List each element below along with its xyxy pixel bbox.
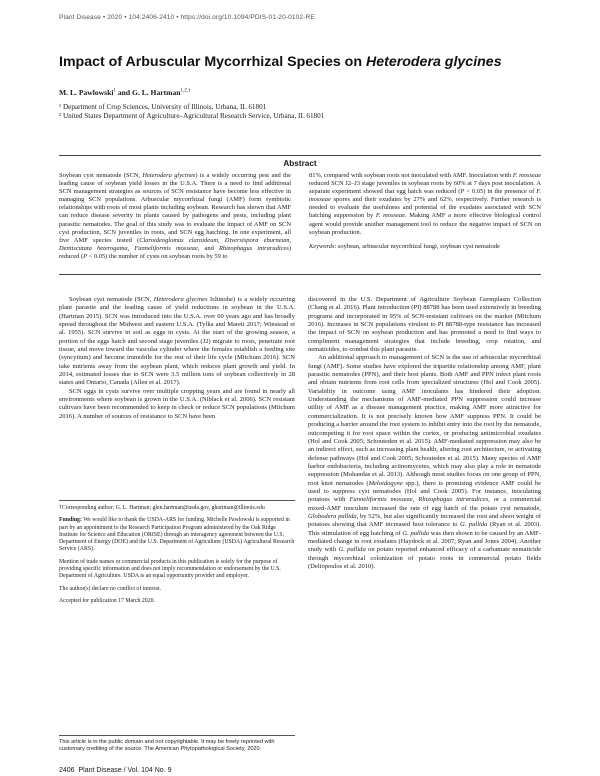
footnote-rule	[59, 500, 295, 501]
footnotes	[59, 505, 295, 610]
author-name: M. L. Pawlowski	[59, 88, 114, 97]
funding-note: Funding: We would like to thank the USDA-ARS for funding. Michelle Pawlowski is supported in part by an appointment to the Research Participation Program administered by the Oak Ridge Institute for Science and Education (ORISE) through an interagency agreement between the U.S. Department of Energy (DOE) and the U.S. Department of Agriculture (USDA) Agricultural Research Service (ARS).	[59, 517, 295, 553]
affiliation: ¹ Department of Crop Sciences, University of Illinois, Urbana, IL 61801	[59, 103, 267, 111]
abstract-text: 81%, compared with soybean roots not inoculated with AMF. Inoculation with F. mosseae reduced SCN J2–J3 stage juveniles in soybean roots by 60% at 7 days post inoculation. A separate experiment showed that egg hatch was reduced (P < 0.05) in the presence of F. mosseae spores and their exudates by 27% and 62%, respectively. Further research is needed to evaluate the usefulness and potential of the exudates associated with SCN hatching suppression by F. mosseae. Making AMF a more effective biological control agent would provide another management tool to reduce the negative impact of SCN on soybean production.	[309, 172, 542, 236]
abstract-section	[59, 155, 541, 275]
author-affiliation-mark: 1	[113, 88, 116, 94]
body-column-left	[59, 296, 295, 421]
body-paragraph: SCN eggs in cysts survive over multiple cropping years and are found in nearly all environments where soybean is grown in the U.S.A. (Niblack et al. 2006). SCN resistant cultivars have been recommended to keep in check or reduce SCN populations (Mitchum 2016). A number of sources of resistance to SCN have been	[59, 387, 295, 420]
keywords	[309, 243, 541, 251]
title-text: Impact of Arbuscular Mycorrhizal Species on	[59, 54, 366, 70]
journal-issue: Plant Disease / Vol. 104 No. 9	[78, 767, 172, 774]
author-name: G. L. Hartman	[131, 88, 181, 97]
author-affiliation-mark: 1,2,†	[180, 88, 191, 94]
title-species: Heterodera glycines	[365, 54, 502, 70]
body-paragraph: An additional approach to management of SCN is the use of arbuscular mycorrhizal fungi (AMF). Some studies have explored the tripartite relationship among AMF, plant parasitic nematodes (PPN), and their host plants. Both AMF and PPN infect plant roots and obtain nutrients from root cells from specialized structures (Hol and Cook 2005). Variability in outcome using AMF inoculants has hindered their adoption. Understanding the mechanisms of AMF-mediated PPN suppression could increase utility of AMF as a disease management practice, making AMF more attractive for commercialization. It is not precisely known how AMF suppress PPN. It could be producing a barrier around the root system to inhibit entry into the root by the nematode, outcompeting it for root space within the cortex, or producing antimicrobial exudates (Hol and Cook 2005; Schouteden et al. 2015). AMF-mediated suppression may also be an indirect effect, such as increasing plant health, altering root architecture, or activating defense pathways (Hol and Cook 2005; Schouteden et al. 2015). Many species of AMF harbor endobacteria, including actinomycetes, which may also play a role in nematode suppression (Mohandas et al. 2013). Although most studies focus on one group of PPN, root knot nematodes (Meloidogyne spp.), there is promising evidence AMF could be used to suppress cyst nematodes (Hol and Cook 2005). For instance, inoculating potatoes with Funneliformis mosseae, Rhizophagus intraradices, or a commercial mixed-AMF inoculum increased the rate of egg hatch of the potato cyst nematode, Globodera pallida, by 52%, but also significantly increased the root and shoot weight of potatoes showing that AMF increased host tolerance to G. pallida (Ryan et al. 2003). This stimulation of egg hatching of G. pallida was then shown to be caused by an AMF-mediated change in root exudates (Haydock et al. 2007; Ryan and Jones 2004). Another study with G. pallida on potato reported enhanced efficacy of a carbamate nematicide through mycorrhizal colonization of potato roots in commercial potato fields (Deliopoulos et al. 2010).	[308, 354, 541, 570]
license-rule	[59, 735, 295, 736]
keywords-label: Keywords	[309, 242, 335, 250]
accepted-date: Accepted for publication 17 March 2020.	[59, 597, 155, 604]
disclaimer-note: Mention of trade names or commercial products in this publication is solely for the purpose of providing specific information and does not imply recommendation or endorsement by the U.S. Department of Agriculture. USDA is an equal opportunity provider and employer.	[59, 558, 281, 580]
body-column-right	[308, 296, 541, 571]
abstract-column-left	[59, 172, 291, 261]
corresponding-author: †Corresponding author: G. L. Hartman; glen.hartman@usda.gov, ghartman@illinois.edu	[59, 505, 265, 511]
body-paragraph: discovered in the U.S. Department of Agriculture Soybean Germplasm Collection (Chang et al. 2016). Plant introduction (PI) 88788 has been used extensively in breeding programs and incorporated in 95% of SCN-resistant cultivars on the market (Mitchum 2016). Increases in SCN populations virulent to PI 88788-type resistance has increased the impact of SCN on soybean production and has promoted a need to find ways to compliment management strategies that include breeding, crop rotation, and nematicides, to combat this plant parasite.	[308, 296, 541, 354]
affiliation: ² United States Department of Agriculture–Agricultural Research Service, Urbana, IL 61801	[59, 112, 325, 120]
abstract-heading: Abstract	[283, 159, 317, 168]
abstract-text: Soybean cyst nematode (SCN, Heterodera glycines) is a widely occurring pest and the leading cause of soybean yield losses in the U.S.A. There is a need to find additional SCN management strategies as sources of SCN resistance have become less effective in managing SCN populations. Arbuscular mycorrhizal fungi (AMF) form symbiotic relationships with roots of most plants including soybean. Research has shown that AMF can reduce disease severity in plants caused by pathogens and pests, including plant parasitic nematodes. The goal of this study was to evaluate the impact of AMF on SCN cyst production, SCN juveniles in roots, and SCN egg hatching. In one experiment, all five AMF species tested (Claroideoglomus claroideum, Diversispora eburneum, Dentiscutata heterogama, Funneliformis mosseae, and Rhizophagus intraradices) reduced (P < 0.05) the number of cysts on soybean roots by 59 to	[59, 172, 292, 260]
license-note: This article is in the public domain and not copyrightable. It may be freely reprinted with customary crediting of the source. The American Phytopathological Society, 2020.	[59, 739, 275, 753]
body-paragraph: Soybean cyst nematode (SCN, Heterodera glycines Ichinohe) is a widely occurring plant parasite and the leading cause of yield reductions in soybean in the U.S.A. (Hartman 2015). SCN was introduced into the U.S.A. over 60 years ago and has broadly spread throughout the Midwest and eastern U.S.A. (Tylka and Marett 2017; Winstead et al. 1955). SCN survive in soil as eggs in cysts. At the start of the growing season, a portion of the eggs hatch and second stage juveniles (J2) migrate to roots, penetrate root tissue, and move toward the vascular cylinder where the females establish a feeding site (syncytium) and become immobile for the rest of their life cycle (Mitchum 2016). SCN take nutrients away from the soybean plant, which reduces plant growth and yield. In 2014, estimated losses due to SCN were 3.5 million tons of soybean collectively in 28 states and Ontario, Canada (Allen et al. 2017).	[59, 296, 295, 387]
running-header: Plant Disease • 2020 • 104:2406-2410 • https://doi.org/10.1094/PDIS-01-20-0102-RE	[59, 14, 315, 21]
abstract-column-right	[309, 172, 541, 251]
article-title	[59, 54, 502, 70]
author-list	[59, 88, 191, 97]
page-folio	[59, 767, 171, 774]
keywords-list: : soybean, arbuscular mycorrhizal fungi, soybean cyst nematode	[334, 242, 500, 250]
author-conjunction: and	[115, 88, 132, 97]
funding-label: Funding:	[59, 517, 82, 524]
page-number: 2406	[59, 767, 75, 774]
conflict-note: The author(s) declare no conflict of interest.	[59, 585, 162, 592]
